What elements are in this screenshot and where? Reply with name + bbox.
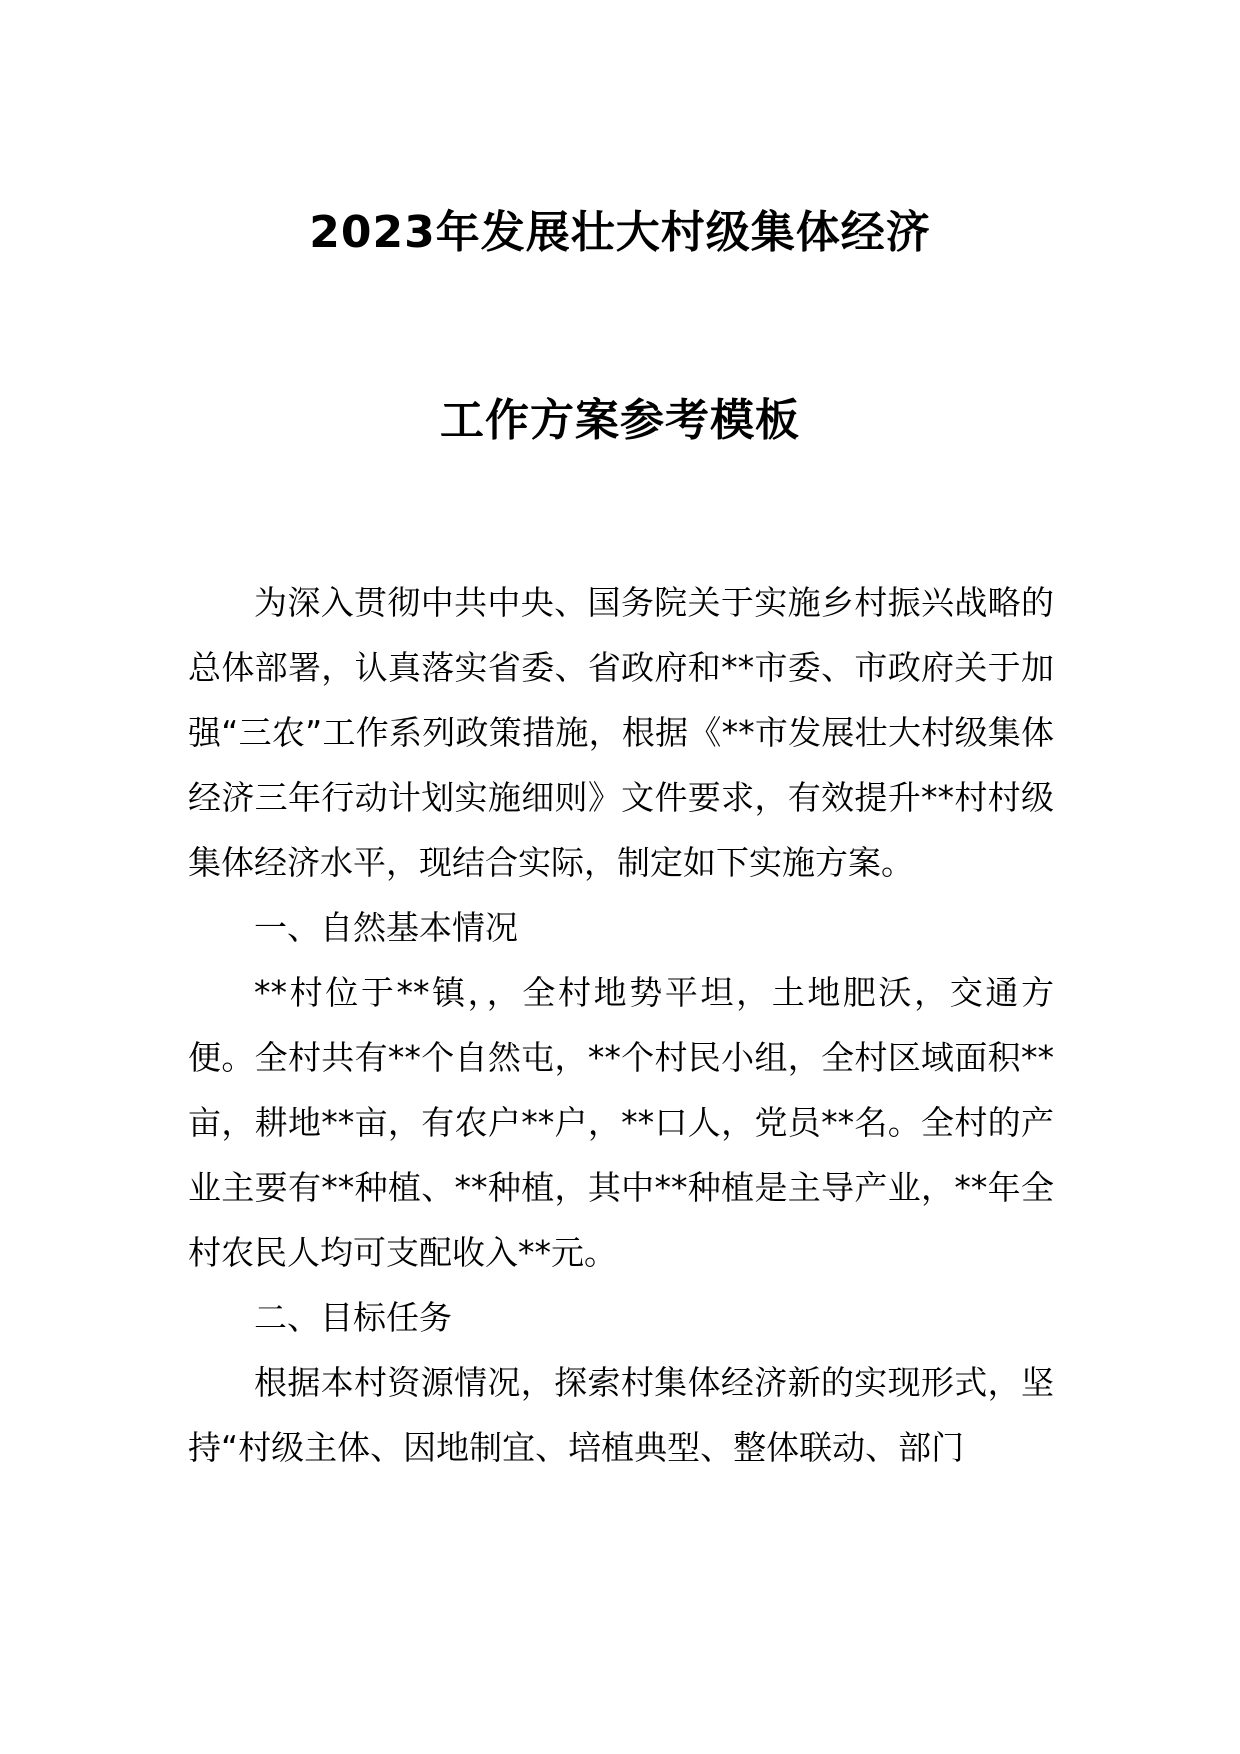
section-heading-goals: 二、目标任务 [254,1298,452,1337]
section-heading-natural-conditions: 一、自然基本情况 [254,908,518,947]
document-title-line-1: 2023年发展壮大村级集体经济 [309,207,931,258]
document-title-line-2: 工作方案参考模板 [440,395,800,446]
natural-conditions-paragraph: **村位于**镇，，全村地势平坦，土地肥沃，交通方便。全村共有**个自然屯，**个村民小组，全村区域面积**亩，耕地**亩，有农户**户，**口人，党员**名。全村的产业主要有**种植、**种植，其中**种植是主导产业，**年全村农民人均可支配收入**元。 [188,973,1055,1272]
document-body [188,570,1054,1480]
intro-paragraph: 为深入贯彻中共中央、国务院关于实施乡村振兴战略的总体部署，认真落实省委、省政府和**市委、市政府关于加强“三农”工作系列政策措施，根据《**市发展壮大村级集体经济三年行动计划实施细则》文件要求，有效提升**村村级集体经济水平，现结合实际，制定如下实施方案。 [188,583,1054,882]
goals-paragraph: 根据本村资源情况，探索村集体经济新的实现形式，坚持“村级主体、因地制宜、培植典型、整体联动、部门 [188,1363,1054,1467]
